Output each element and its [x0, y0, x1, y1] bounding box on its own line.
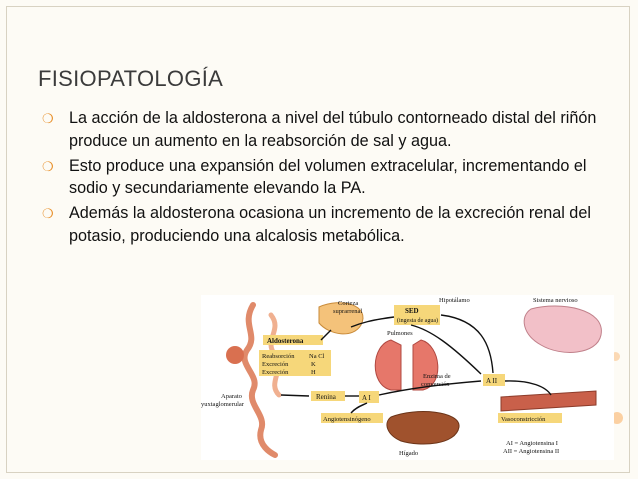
sistema-nervioso-label: Sistema nervioso — [533, 297, 578, 304]
bullet-item — [40, 202, 600, 248]
angiotensinogeno-label: Angiotensinógeno — [323, 416, 371, 423]
legend-a1: AI = Angiotensina I — [506, 440, 558, 447]
legend-a2: AII = Angiotensina II — [503, 448, 560, 455]
renin-angiotensin-figure — [201, 295, 614, 460]
sed-label: SED — [405, 307, 419, 315]
ingesta-label: (ingesta de agua) — [397, 318, 438, 324]
renina-label: Renina — [316, 393, 336, 401]
kidney-tubule-shape — [245, 305, 275, 455]
pulmones-label: Pulmones — [387, 330, 413, 337]
excrecion-k-label: Excreción — [262, 361, 289, 368]
bullet-text: Además la aldosterona ocasiona un incremento de la excreción renal del potasio, produciendo una alcalosis metabólica. — [69, 204, 591, 245]
reabsorcion-label: Reabsorción — [262, 353, 295, 360]
figure-svg — [201, 295, 614, 460]
bullet-text: Esto produce una expansión del volumen extracelular, incrementando el sodio y secundariamente elevando la PA. — [69, 156, 587, 198]
glomerulus-shape — [226, 346, 244, 364]
nacl-label: Na Cl — [309, 353, 325, 360]
k-label: K — [311, 361, 316, 368]
bullet-item — [40, 107, 600, 153]
vasoconstriccion-label: Vasoconstricción — [501, 416, 546, 423]
yuxtaglomerular-label: yuxtaglomerular — [201, 401, 244, 408]
bullet-item — [40, 155, 600, 201]
a2-label: A II — [486, 377, 498, 385]
liver-shape — [387, 412, 459, 444]
slide-title: FISIOPATOLOGÍA — [38, 66, 224, 91]
bullet-marker-icon: ❍ — [42, 206, 54, 222]
bullet-text: La acción de la aldosterona a nivel del túbulo contorneado distal del riñón produce un aumento en la reabsorción de sal y agua. — [69, 109, 597, 150]
aparato-label: Aparato — [221, 393, 242, 400]
suprarrenal-label: suprarrenal — [333, 308, 363, 315]
aldosterona-label: Aldosterona — [267, 337, 304, 345]
conversion-label: conversión — [421, 381, 450, 388]
enzima-label: Enzima de — [423, 373, 451, 380]
a1-label: A I — [362, 394, 371, 402]
brain-shape — [524, 306, 601, 352]
bullet-marker-icon: ❍ — [42, 111, 54, 126]
vessel-shape — [501, 391, 596, 411]
h-label: H — [311, 369, 316, 376]
bullet-list — [40, 107, 600, 250]
bullet-marker-icon: ❍ — [42, 158, 54, 174]
hipotalamo-label: Hipotálamo — [439, 297, 470, 304]
higado-label: Hígado — [399, 450, 419, 457]
corteza-label: Corteza — [338, 300, 359, 307]
excrecion-h-label: Excreción — [262, 369, 289, 376]
